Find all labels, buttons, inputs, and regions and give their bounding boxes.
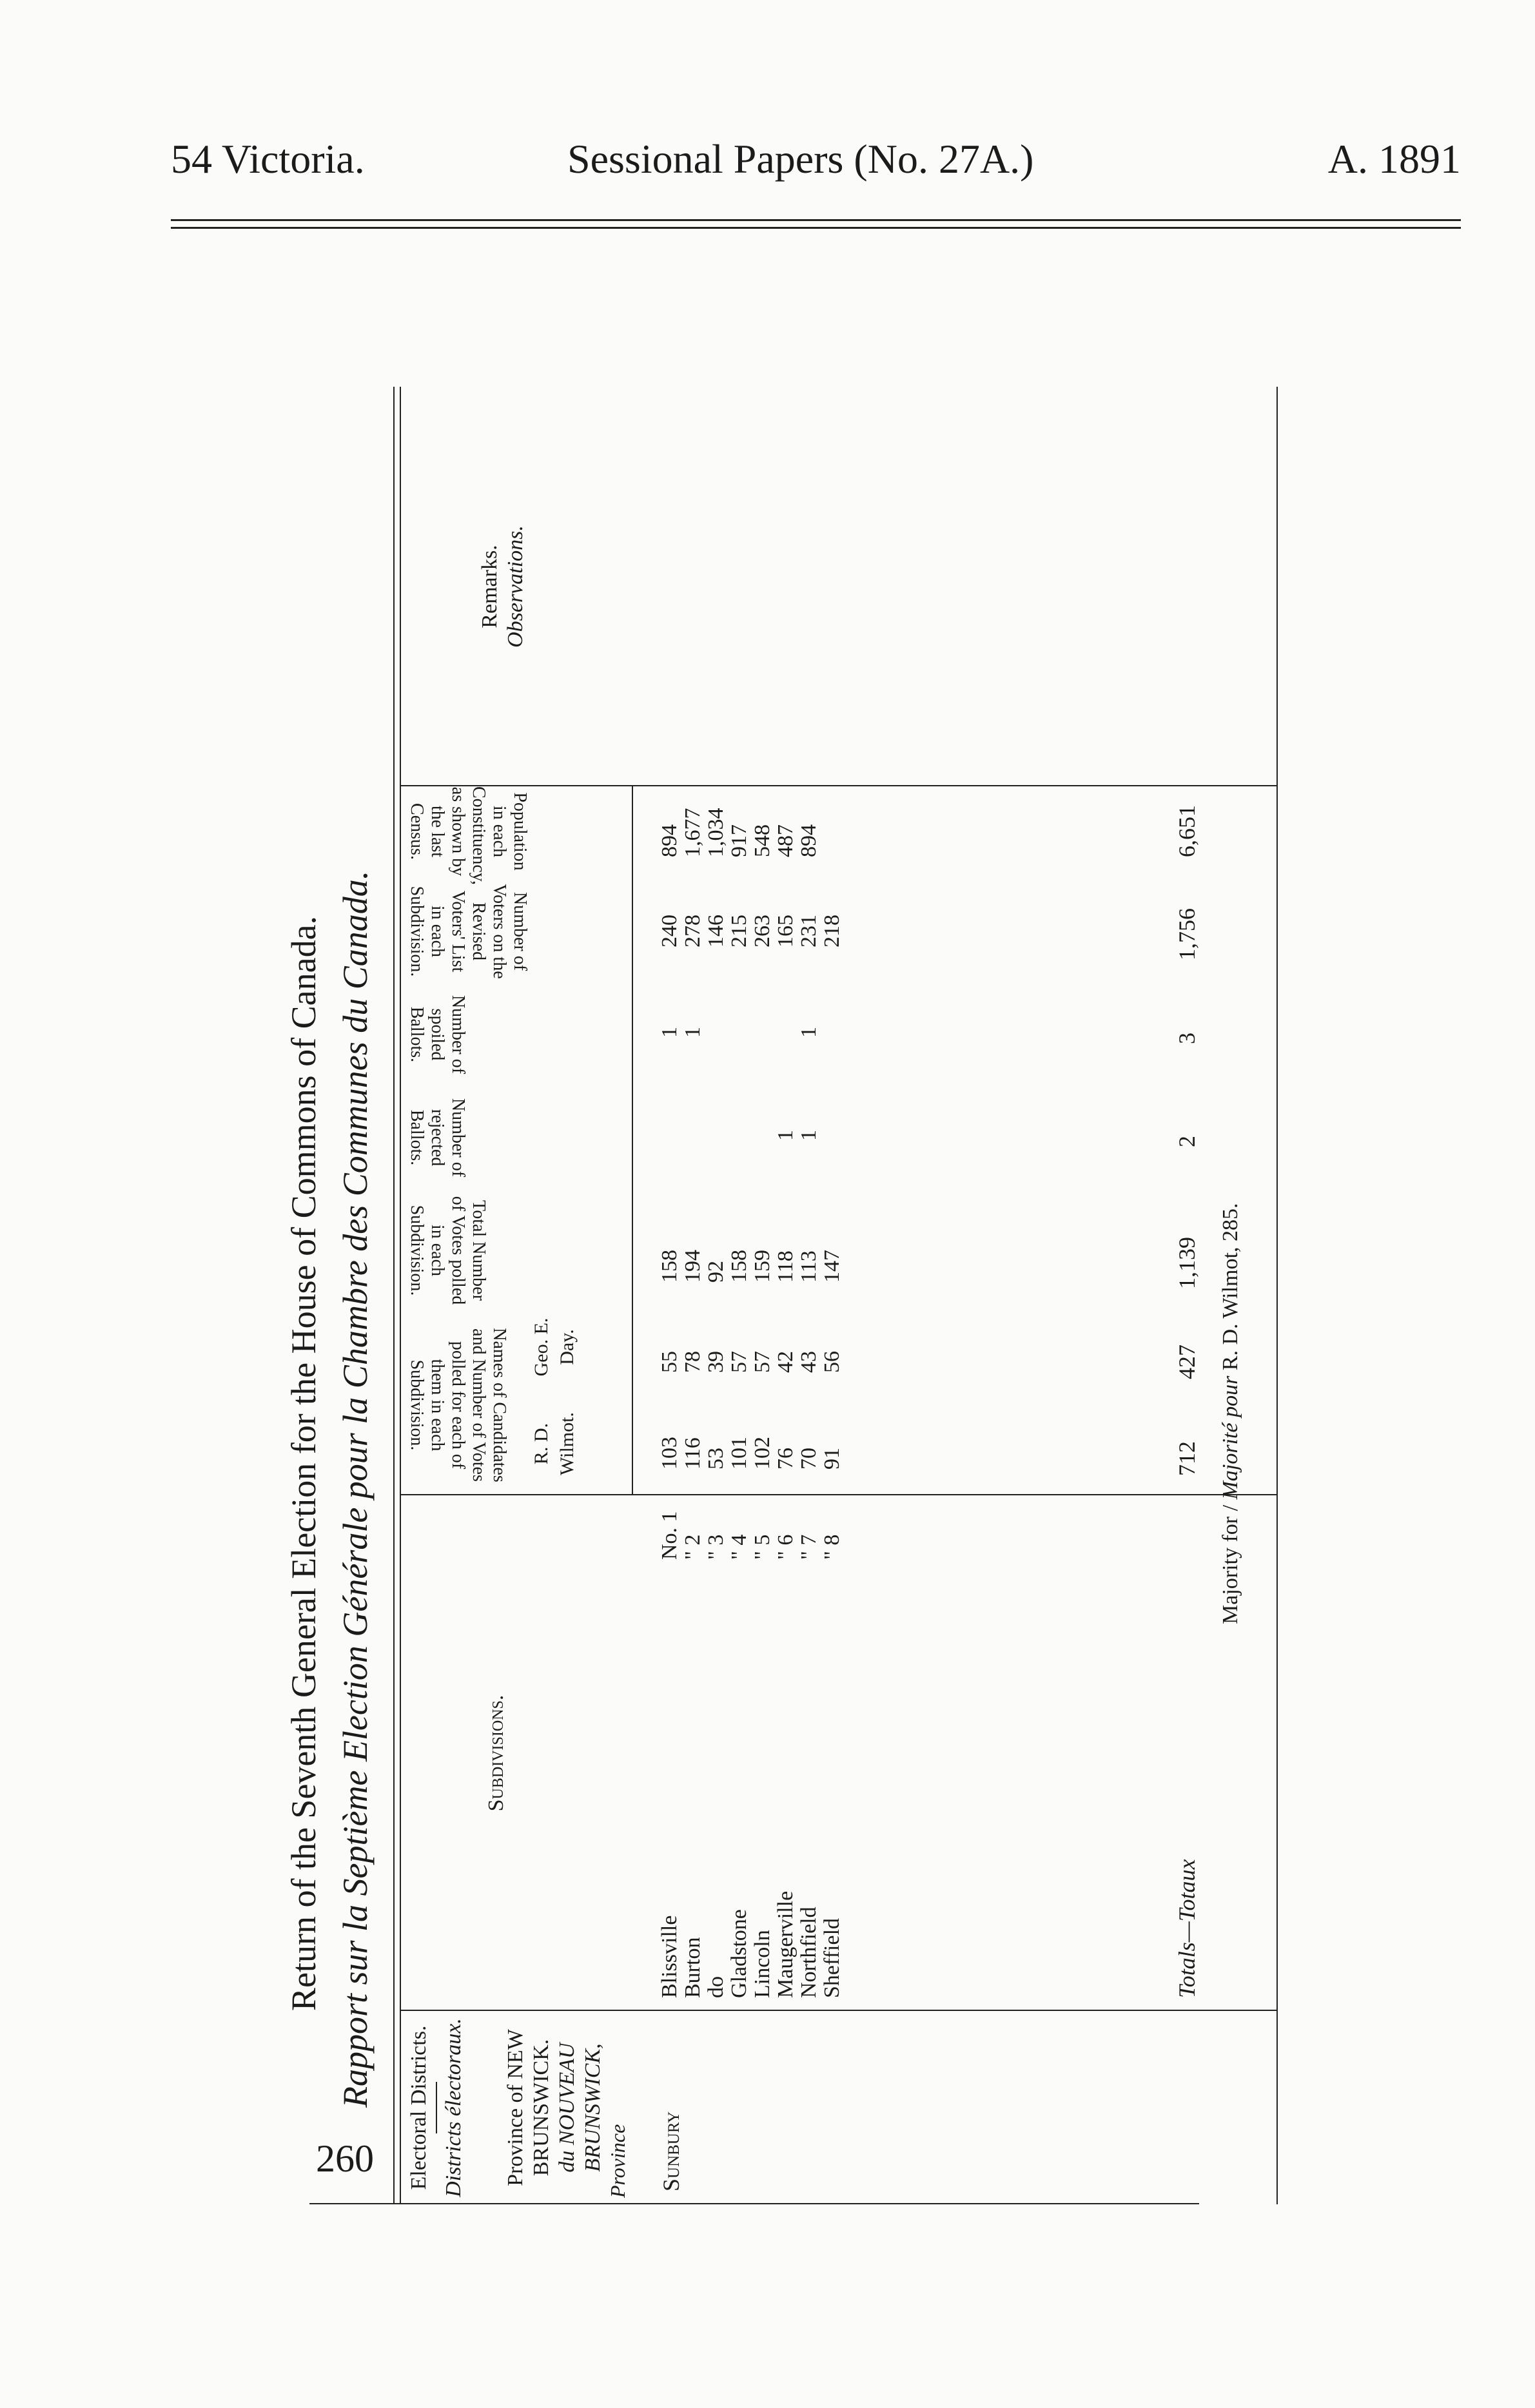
votes-wilmot: 116 (681, 1437, 705, 1470)
voters-header: Number of Voters on the Revised Voters' List in each Subdivision. (407, 884, 530, 979)
total-header: Total Number of Votes polled in each Subdivision. (407, 1196, 489, 1305)
subdivision-name: Blissville (658, 1915, 681, 1998)
frame-bottom (1276, 387, 1278, 2204)
votes-wilmot: 103 (658, 1437, 681, 1470)
voters-count: 218 (820, 915, 844, 947)
sep-population (400, 785, 1276, 786)
votes-total: 118 (774, 1250, 797, 1283)
remarks-fr: Observations. (504, 525, 527, 648)
header-right: A. 1891 (1327, 136, 1461, 182)
province-label: Province (606, 2124, 629, 2198)
province-fr: du NOUVEAU BRUNSWICK, (555, 2043, 605, 2173)
subdivision-no: " 3 (704, 1534, 728, 1560)
votes-wilmot: 101 (727, 1437, 751, 1470)
remarks-en: Remarks. (478, 545, 502, 628)
rotated-table (271, 271, 1367, 2204)
votes-total: 92 (704, 1261, 728, 1283)
subdivision-no: " 6 (774, 1534, 797, 1560)
majority-fr: Majorité pour (1218, 1375, 1242, 1500)
sep-subdivisions (400, 1494, 1276, 1495)
frame-left (309, 2203, 1199, 2204)
population-value: 1,034 (704, 808, 728, 857)
totals-total: 1,139 (1174, 1237, 1200, 1289)
province-en: Province of NEW BRUNSWICK. (504, 2029, 553, 2186)
votes-total: 158 (727, 1250, 751, 1283)
votes-total: 159 (750, 1250, 774, 1283)
voters-count: 231 (797, 915, 821, 947)
votes-day: 57 (727, 1351, 751, 1373)
subdivision-no: " 8 (820, 1534, 844, 1560)
ballots-rejected: 1 (774, 1130, 797, 1141)
totals-spoiled: 3 (1174, 1033, 1200, 1044)
votes-day: 57 (750, 1351, 774, 1373)
votes-day: 42 (774, 1351, 797, 1373)
majority-label: Majority for / Majorité pour R. D. Wilmot, 285. (1218, 1203, 1242, 1624)
subdivision-name: Gladstone (727, 1909, 751, 1998)
province-header (503, 2017, 606, 2198)
subdivision-name: Lincoln (750, 1930, 774, 1998)
votes-total: 158 (658, 1250, 681, 1283)
majority-en: Majority for (1218, 1516, 1242, 1624)
population-value: 917 (727, 824, 751, 857)
subdivision-no: No. 1 (658, 1511, 681, 1560)
voters-count: 165 (774, 915, 797, 947)
votes-wilmot: 91 (820, 1448, 844, 1470)
subdivision-name: Burton (681, 1937, 705, 1998)
population-header: Population in each Constituency, as shown by the last Census. (407, 786, 530, 885)
frame-top (393, 387, 395, 2204)
subdivision-name: do (704, 1976, 728, 1998)
candidate-wilmot: R. D. Wilmot. (531, 1412, 578, 1475)
voters-count: 263 (750, 915, 774, 947)
population-value: 894 (797, 824, 821, 857)
majority-value: R. D. Wilmot, 285. (1218, 1203, 1242, 1371)
subdivision-no: " 5 (750, 1534, 774, 1560)
district-header-fr: Districts électoraux. (442, 2018, 465, 2197)
votes-wilmot: 102 (750, 1437, 774, 1470)
title-fr: Rapport sur la Septième Election Générale pour la Chambre des Communes du Canada. (336, 870, 375, 2108)
totals-day: 427 (1174, 1345, 1200, 1379)
totals-population: 6,651 (1174, 805, 1200, 857)
voters-count: 278 (681, 915, 705, 947)
remarks-header (477, 451, 529, 722)
district-name: Sunbury (658, 2111, 684, 2191)
votes-total: 113 (797, 1250, 821, 1283)
page-number: 260 (316, 2137, 374, 2180)
candidates-header-en: Names of Candidates and Number of Votes polled for each of them in each Subdivision. (407, 1328, 509, 1482)
ballots-spoiled: 1 (797, 1027, 821, 1038)
ballots-spoiled: 1 (658, 1027, 681, 1038)
rejected-header: Number of rejected Ballots. (407, 1098, 468, 1178)
voters-count: 240 (658, 915, 681, 947)
voters-count: 146 (704, 915, 728, 947)
subdivision-no: " 7 (797, 1534, 821, 1560)
district-header (406, 2017, 467, 2198)
votes-wilmot: 76 (774, 1448, 797, 1470)
totals-rejected: 2 (1174, 1136, 1200, 1147)
votes-total: 194 (681, 1250, 705, 1283)
sep-district (400, 2010, 1276, 2011)
subdivision-no: " 2 (681, 1534, 705, 1560)
frame-top-2 (400, 387, 401, 2204)
totals-label: Totals—Totaux (1174, 1859, 1200, 1998)
candidate-day: Geo. E. Day. (531, 1317, 578, 1377)
header-rule-bottom (171, 227, 1461, 229)
ballots-spoiled: 1 (681, 1027, 705, 1038)
population-value: 487 (774, 824, 797, 857)
subdivision-name: Maugerville (774, 1890, 797, 1998)
ballots-rejected: 1 (797, 1130, 821, 1141)
totals-wilmot: 712 (1174, 1441, 1200, 1476)
votes-total: 147 (820, 1250, 844, 1283)
header-rule-top (171, 219, 1461, 221)
votes-wilmot: 53 (704, 1448, 728, 1470)
votes-day: 78 (681, 1351, 705, 1373)
header-left: 54 Victoria. (171, 136, 365, 182)
header-band-line (632, 786, 633, 1495)
population-value: 1,677 (681, 808, 705, 857)
subdivision-name: Northfield (797, 1907, 821, 1998)
subdivision-name: Sheffield (820, 1918, 844, 1998)
population-value: 548 (750, 824, 774, 857)
totals-voters: 1,756 (1174, 908, 1200, 960)
spoiled-header: Number of spoiled Ballots. (407, 995, 468, 1074)
district-header-en: Electoral Districts. (407, 2025, 431, 2190)
votes-day: 43 (797, 1351, 821, 1373)
subdivisions-header: Subdivisions. (484, 1694, 508, 1812)
subdivision-no: " 4 (727, 1534, 751, 1560)
votes-wilmot: 70 (797, 1448, 821, 1470)
population-value: 894 (658, 824, 681, 857)
votes-day: 39 (704, 1351, 728, 1373)
title-en: Return of the Seventh General Election for the House of Commons of Canada. (284, 915, 323, 2011)
header-center: Sessional Papers (No. 27A.) (567, 136, 1034, 182)
votes-day: 55 (658, 1351, 681, 1373)
votes-day: 56 (820, 1351, 844, 1373)
voters-count: 215 (727, 915, 751, 947)
